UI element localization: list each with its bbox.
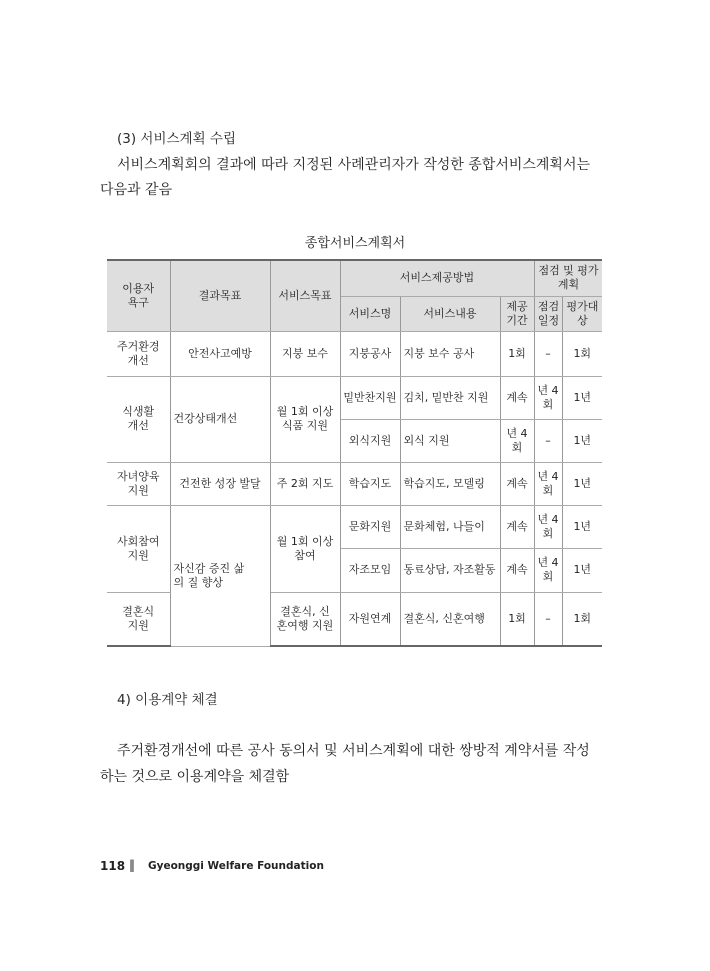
cell-eval: 1년 — [562, 419, 602, 462]
cell-service-name: 밑반찬지원 — [340, 376, 400, 419]
cell-result: 자신감 증진 삶의 질 향상 — [170, 505, 270, 646]
cell-service-name: 자조모임 — [340, 548, 400, 592]
cell-period: 1회 — [500, 331, 534, 376]
cell-check: 년 4회 — [534, 376, 562, 419]
cell-period: 계속 — [500, 505, 534, 548]
cell-needs: 자녀양육 지원 — [107, 462, 170, 505]
header-eval-target: 평가대 상 — [562, 296, 602, 331]
cell-needs: 사회참여 지원 — [107, 505, 170, 592]
header-service-name: 서비스명 — [340, 296, 400, 331]
cell-period: 계속 — [500, 376, 534, 419]
cell-service-content: 결혼식, 신혼여행 — [400, 592, 500, 646]
table-row — [107, 376, 602, 419]
cell-check: 년 4회 — [534, 548, 562, 592]
cell-goal: 결혼식, 신혼여행 지원 — [270, 592, 340, 646]
cell-goal: 월 1회 이상 식품 지원 — [270, 376, 340, 462]
cell-service-name: 외식지원 — [340, 419, 400, 462]
cell-check: 년 4회 — [534, 505, 562, 548]
header-result-goal: 결과목표 — [170, 260, 270, 331]
cell-needs: 식생활 개선 — [107, 376, 170, 462]
cell-eval: 1년 — [562, 505, 602, 548]
section4-heading: 4) 이용계약 체결 — [117, 692, 218, 708]
cell-service-content: 김치, 밑반찬 지원 — [400, 376, 500, 419]
page-number: 118 — [100, 859, 126, 873]
cell-period: 계속 — [500, 548, 534, 592]
cell-eval: 1년 — [562, 548, 602, 592]
cell-service-name: 학습지도 — [340, 462, 400, 505]
header-needs: 이용자 욕구 — [107, 260, 170, 331]
cell-service-content: 지붕 보수 공사 — [400, 331, 500, 376]
cell-result: 건강상태개선 — [170, 376, 270, 462]
cell-goal: 지붕 보수 — [270, 331, 340, 376]
section3-para-line2: 다음과 같음 — [100, 182, 173, 198]
service-plan-table — [107, 259, 602, 647]
table-row — [107, 505, 602, 548]
header-service-goal: 서비스목표 — [270, 260, 340, 331]
header-method-group: 서비스제공방법 — [340, 260, 534, 296]
cell-service-name: 지붕공사 — [340, 331, 400, 376]
cell-eval: 1회 — [562, 592, 602, 646]
section3-heading: (3) 서비스계획 수립 — [117, 131, 236, 147]
cell-service-content: 문화체험, 나들이 — [400, 505, 500, 548]
section4-para-line1: 주거환경개선에 따른 공사 동의서 및 서비스계획에 대한 쌍방적 계약서를 작성 — [117, 743, 590, 759]
cell-service-name: 문화지원 — [340, 505, 400, 548]
cell-eval: 1회 — [562, 331, 602, 376]
cell-result: 안전사고예방 — [170, 331, 270, 376]
section4-para-line2: 하는 것으로 이용계약을 체결함 — [100, 769, 290, 785]
header-check-schedule: 점검 일정 — [534, 296, 562, 331]
cell-service-name: 자원연계 — [340, 592, 400, 646]
cell-goal: 월 1회 이상 참여 — [270, 505, 340, 592]
cell-period: 년 4회 — [500, 419, 534, 462]
cell-goal: 주 2회 지도 — [270, 462, 340, 505]
cell-period: 계속 — [500, 462, 534, 505]
header-service-content: 서비스내용 — [400, 296, 500, 331]
cell-service-content: 동료상담, 자조활동 — [400, 548, 500, 592]
cell-check: – — [534, 331, 562, 376]
cell-needs: 주거환경 개선 — [107, 331, 170, 376]
cell-check: – — [534, 592, 562, 646]
footer-organization: Gyeonggi Welfare Foundation — [148, 860, 324, 872]
section3-para-line1: 서비스계획회의 결과에 따라 지정된 사례관리자가 작성한 종합서비스계획서는 — [117, 157, 590, 173]
table-row — [107, 462, 602, 505]
cell-eval: 1년 — [562, 376, 602, 419]
cell-period: 1회 — [500, 592, 534, 646]
cell-check: 년 4회 — [534, 462, 562, 505]
header-check-group: 점검 및 평가 계획 — [534, 260, 602, 296]
cell-check: – — [534, 419, 562, 462]
footer-separator: ‖ — [129, 858, 135, 872]
cell-eval: 1년 — [562, 462, 602, 505]
table-title: 종합서비스계획서 — [304, 236, 406, 251]
cell-result: 건전한 성장 발달 — [170, 462, 270, 505]
cell-service-content: 학습지도, 모델링 — [400, 462, 500, 505]
table-row — [107, 331, 602, 376]
cell-service-content: 외식 지원 — [400, 419, 500, 462]
cell-needs: 결혼식 지원 — [107, 592, 170, 646]
header-period: 제공 기간 — [500, 296, 534, 331]
